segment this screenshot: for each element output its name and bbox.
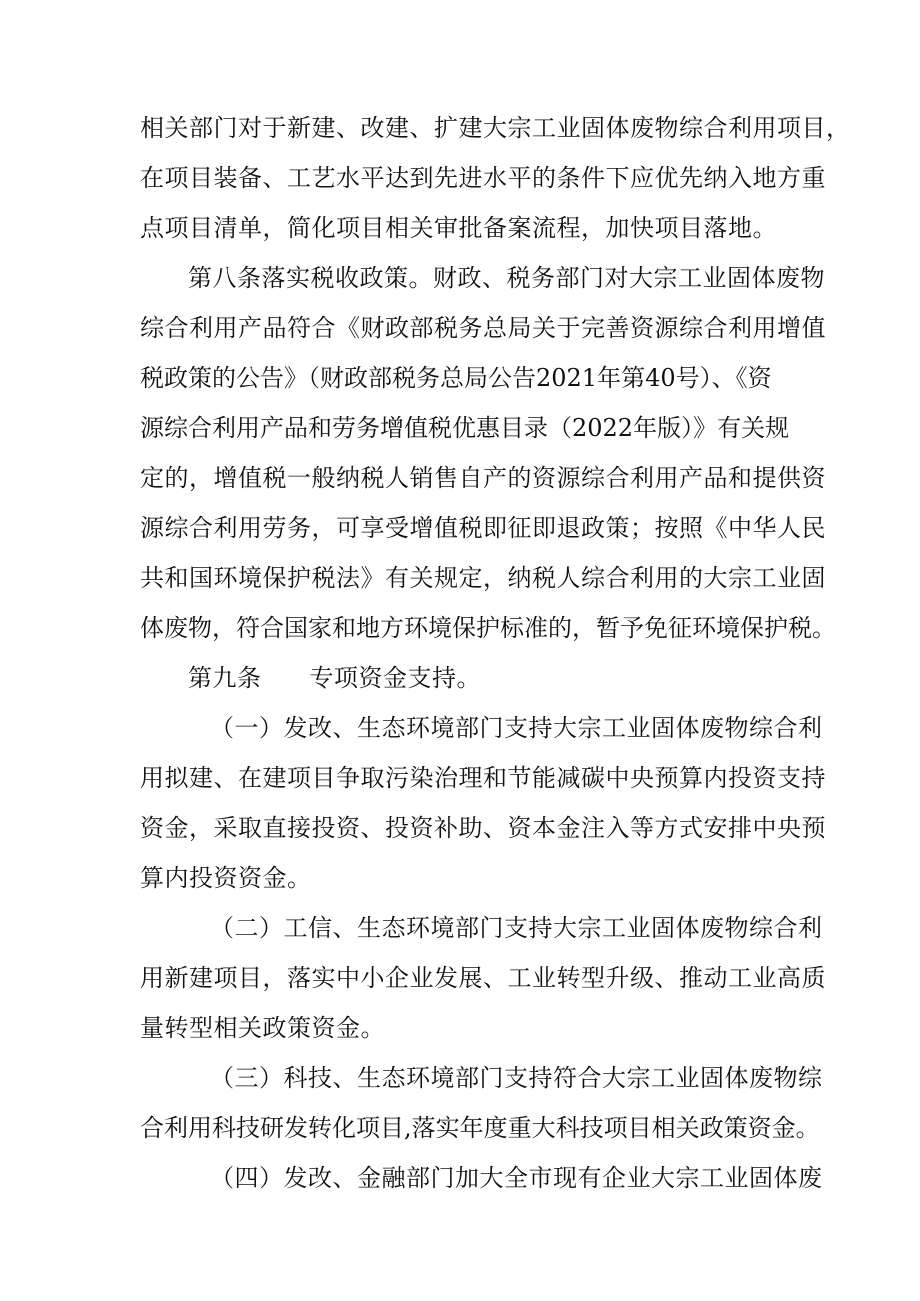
paragraph-line: 体废物，符合国家和地方环境保护标准的，暂予免征环境保护税。 [140,614,836,642]
paragraph-line: 合利用科技研发转化项目,落实年度重大科技项目相关政策资金。 [140,1114,820,1142]
section-four-line: （四）发改、金融部门加大全市现有企业大宗工业固体废 [210,1164,823,1192]
paragraph-line: 税政策的公告》（财政部税务总局公告2021年第40号）、《资 [140,364,772,392]
article-eight-heading-line: 第八条落实税收政策。财政、税务部门对大宗工业固体废物 [188,264,825,292]
paragraph-line: 源综合利用产品和劳务增值税优惠目录（2022年版）》有关规 [140,414,790,442]
paragraph-line: 算内投资资金。 [140,864,312,892]
section-three-line: （三）科技、生态环境部门支持符合大宗工业固体废物综 [210,1064,823,1092]
paragraph-line: 相关部门对于新建、改建、扩建大宗工业固体废物综合利用项目， [140,114,851,142]
article-nine-label: 第九条 [188,664,262,692]
paragraph-line: 综合利用产品符合《财政部税务总局关于完善资源综合利用增值 [140,314,826,342]
paragraph-line: 用拟建、在建项目争取污染治理和节能减碳中央预算内投资支持 [140,764,826,792]
paragraph-line: 共和国环境保护税法》有关规定，纳税人综合利用的大宗工业固 [140,564,826,592]
paragraph-line: 量转型相关政策资金。 [140,1014,385,1042]
paragraph-line: 点项目清单，简化项目相关审批备案流程，加快项目落地。 [140,214,777,242]
paragraph-line: 源综合利用劳务，可享受增值税即征即退政策；按照《中华人民 [140,514,826,542]
paragraph-line: 资金，采取直接投资、投资补助、资本金注入等方式安排中央预 [140,814,826,842]
article-nine-heading [188,663,800,693]
section-two-line: （二）工信、生态环境部门支持大宗工业固体废物综合利 [210,914,823,942]
paragraph-line: 用新建项目，落实中小企业发展、工业转型升级、推动工业高质 [140,964,826,992]
paragraph-line: 在项目装备、工艺水平达到先进水平的条件下应优先纳入地方重 [140,164,826,192]
article-nine-title: 专项资金支持。 [309,664,481,692]
paragraph-line: 定的，增值税一般纳税人销售自产的资源综合利用产品和提供资 [140,464,826,492]
section-one-line: （一）发改、生态环境部门支持大宗工业固体废物综合利 [210,714,823,742]
